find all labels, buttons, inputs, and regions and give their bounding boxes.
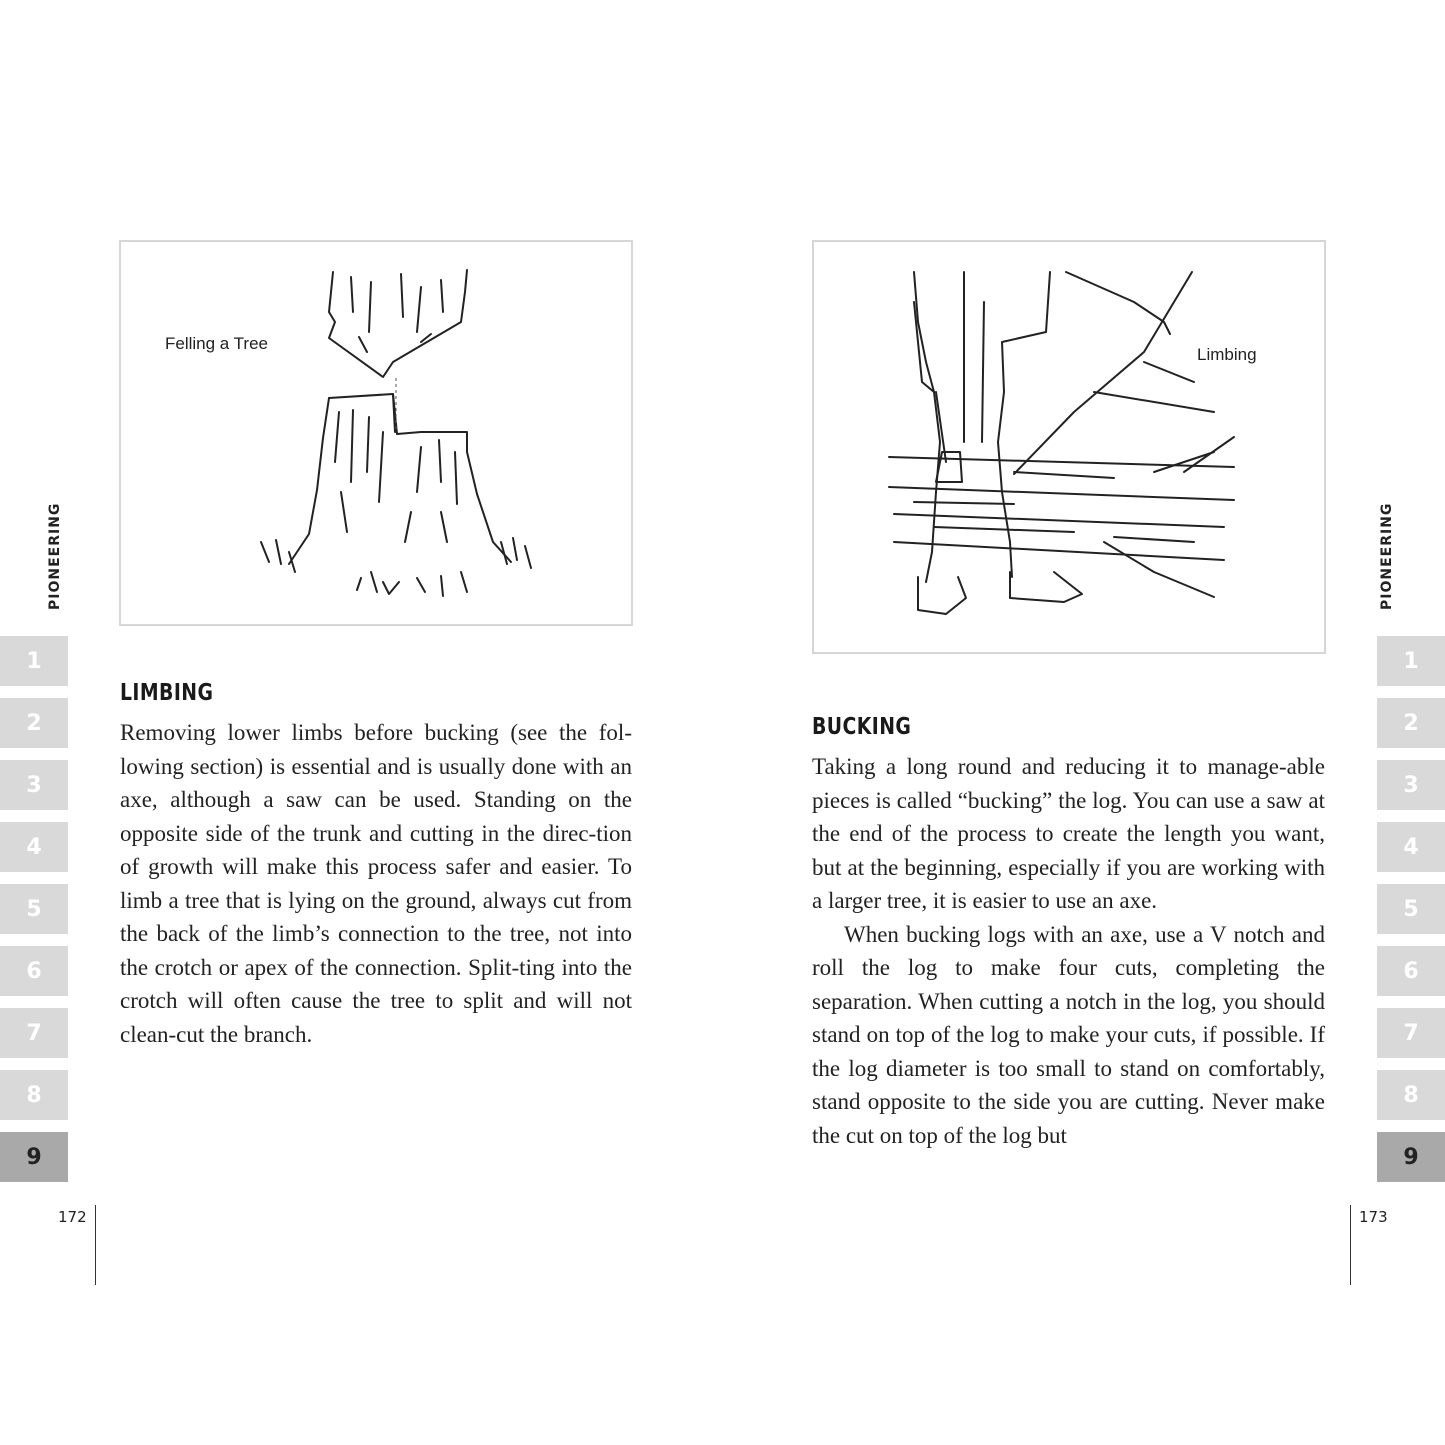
chapter-tab-8[interactable]: 8 <box>0 1070 68 1120</box>
felling-tree-illustration <box>119 240 633 626</box>
chapter-tab-6[interactable]: 6 <box>0 946 68 996</box>
section-label: PIONEERING <box>1379 502 1395 610</box>
chapter-tab-4[interactable]: 4 <box>1377 822 1445 872</box>
figure-label: Limbing <box>1197 345 1257 364</box>
chapter-tab-8[interactable]: 8 <box>1377 1070 1445 1120</box>
chapter-tab-5[interactable]: 5 <box>0 884 68 934</box>
chapter-tab-2[interactable]: 2 <box>0 698 68 748</box>
chapter-tab-4[interactable]: 4 <box>0 822 68 872</box>
tree-stump-drawing <box>121 242 631 624</box>
body-paragraph: Removing lower limbs before bucking (see the fol-lowing section) is essential and is usually done with an axe, although a saw can be used. Standing on the opposite side of the trunk and cutting in the direc-tion of growth will make this process safer and easier. To limb a tree that is lying on the ground, always cut from the back of the limb’s connection to the tree, not into the crotch or apex of the connection. Split-ting into the crotch will often cause the tree to split and will not clean-cut the branch. <box>120 720 632 1047</box>
chapter-tab-7[interactable]: 7 <box>1377 1008 1445 1058</box>
limbing-drawing <box>814 242 1324 652</box>
left-page <box>0 0 722 1445</box>
right-page <box>723 0 1445 1445</box>
chapter-tab-1[interactable]: 1 <box>1377 636 1445 686</box>
page-number: 172 <box>58 1208 87 1226</box>
section-heading: LIMBING <box>120 680 214 706</box>
section-label: PIONEERING <box>47 502 63 610</box>
chapter-tabs <box>1377 636 1445 1194</box>
section-heading: BUCKING <box>812 714 912 740</box>
body-text <box>812 750 1325 1152</box>
body-paragraph: When bucking logs with an axe, use a V notch and roll the log to make four cuts, completing the separation. When cutting a notch in the log, you should stand on top of the log to make your cuts, if possible. If the log diameter is too small to stand on comfortably, stand opposite to the side you are cutting. Never make the cut on top of the log but <box>812 921 1325 1148</box>
chapter-tab-9[interactable]: 9 <box>1377 1132 1445 1182</box>
limbing-illustration <box>812 240 1326 654</box>
chapter-tab-5[interactable]: 5 <box>1377 884 1445 934</box>
page-number-rule <box>95 1205 96 1285</box>
chapter-tab-6[interactable]: 6 <box>1377 946 1445 996</box>
body-paragraph: Taking a long round and reducing it to manage-able pieces is called “bucking” the log. You can use a saw at the end of the process to create the length you want, but at the beginning, especially if you are working with a larger tree, it is easier to use an axe. <box>812 754 1325 913</box>
body-text <box>120 716 632 1051</box>
page-number: 173 <box>1359 1208 1388 1226</box>
chapter-tab-3[interactable]: 3 <box>0 760 68 810</box>
chapter-tab-9[interactable]: 9 <box>0 1132 68 1182</box>
page-number-rule <box>1350 1205 1351 1285</box>
chapter-tab-7[interactable]: 7 <box>0 1008 68 1058</box>
chapter-tab-2[interactable]: 2 <box>1377 698 1445 748</box>
figure-label: Felling a Tree <box>165 334 268 353</box>
chapter-tab-3[interactable]: 3 <box>1377 760 1445 810</box>
chapter-tab-1[interactable]: 1 <box>0 636 68 686</box>
chapter-tabs <box>0 636 68 1194</box>
